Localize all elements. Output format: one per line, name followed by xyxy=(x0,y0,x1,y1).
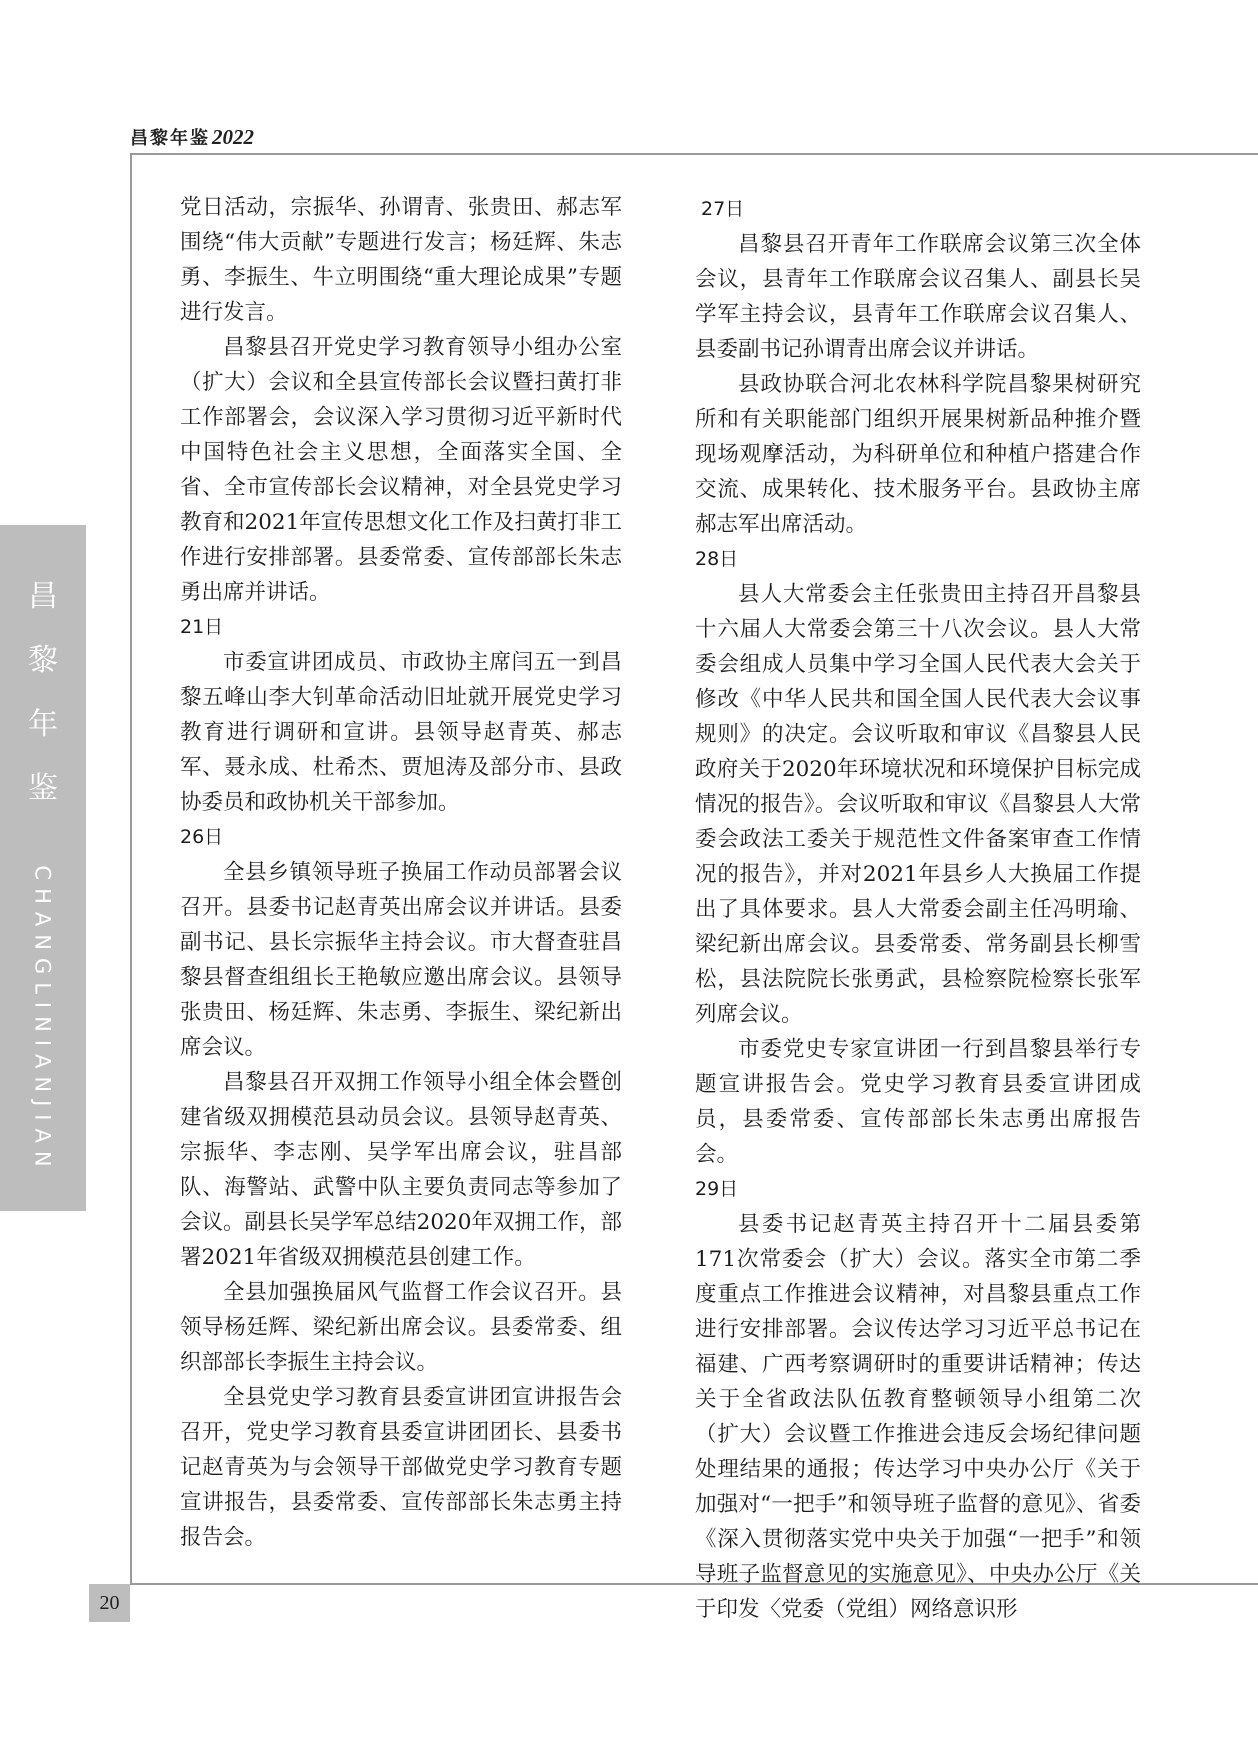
paragraph: 昌黎县召开青年工作联席会议第三次全体会议，县青年工作联席会议召集人、副县长吴学军主持会议，县青年工作联席会议召集人、县委副书记孙谓青出席会议并讲话。 xyxy=(695,232,1141,362)
paragraph: 市委宣讲团成员、市政协主席闫五一到昌黎五峰山李大钊革命活动旧址就开展党史学习教育进行调研和宣讲。县领导赵青英、郝志军、聂永成、杜希杰、贾旭涛及部分市、县政协委员和政协机关干部参加。 xyxy=(180,650,622,815)
date-heading: 28日 xyxy=(695,548,739,570)
date-heading: 27日 xyxy=(701,198,745,220)
side-tab-english xyxy=(0,845,86,1195)
side-tab-char: 黎 xyxy=(28,643,58,678)
top-rule xyxy=(130,153,1258,155)
left-column xyxy=(180,190,622,1555)
page-number: 20 xyxy=(89,1584,130,1622)
paragraph: 县人大常委会主任张贵田主持召开昌黎县十六届人大常委会第三十八次会议。县人大常委会组成人员集中学习全国人民代表大会关于修改《中华人民共和国全国人民代表大会议事规则》的决定。会议听取和审议《昌黎县人民政府关于2020年环境状况和环境保护目标完成情况的报告》。会议听取和审议《昌黎县人大常委会政法工委关于规范性文件备案审查工作情况的报告》，并对2021年县乡人大换届工作提出了具体要求。县人大常委会副主任冯明瑜、梁纪新出席会议。县委常委、常务副县长柳雪松，县法院院长张勇武，县检察院检察长张军列席会议。 xyxy=(695,582,1141,1027)
side-tab-char: 年 xyxy=(28,707,58,742)
paragraph: 县委书记赵青英主持召开十二届县委第171次常委会（扩大）会议。落实全市第二季度重点工作推进会议精神，对昌黎县重点工作进行安排部署。会议传达学习习近平总书记在福建、广西考察调研时的重要讲话精神；传达关于全省政法队伍教育整顿领导小组第二次（扩大）会议暨工作推进会违反会场纪律问题处理结果的通报；传达学习中央办公厅《关于加强对“一把手”和领导班子监督的意见》、省委《深入贯彻落实党中央关于加强“一把手”和领导班子监督意见的实施意见》、中央办公厅《关于印发〈党委（党组）网络意识形 xyxy=(695,1212,1141,1622)
date-heading: 26日 xyxy=(180,826,224,848)
paragraph: 全县乡镇领导班子换届工作动员部署会议召开。县委书记赵青英出席会议并讲话。县委副书记、县长宗振华主持会议。市大督查驻昌黎县督查组组长王艳敏应邀出席会议。县领导张贵田、杨廷辉、朱志勇、李振生、梁纪新出席会议。 xyxy=(180,860,622,1060)
side-tab-char: 鉴 xyxy=(28,771,58,806)
side-tab-char: 昌 xyxy=(28,579,58,614)
running-header xyxy=(130,124,254,150)
side-tab xyxy=(0,525,86,1211)
paragraph: 全县加强换届风气监督工作会议召开。县领导杨廷辉、梁纪新出席会议。县委常委、组织部部长李振生主持会议。 xyxy=(180,1280,622,1375)
paragraph: 昌黎县召开党史学习教育领导小组办公室（扩大）会议和全县宣传部长会议暨扫黄打非工作部署会，会议深入学习贯彻习近平新时代中国特色社会主义思想，全面落实全国、全省、全市宣传部长会议精神，对全县党史学习教育和2021年宣传思想文化工作及扫黄打非工作进行安排部署。县委常委、宣传部部长朱志勇出席并讲话。 xyxy=(180,335,622,605)
paragraph: 党日活动，宗振华、孙谓青、张贵田、郝志军围绕“伟大贡献”专题进行发言；杨廷辉、朱志勇、李振生、牛立明围绕“重大理论成果”专题进行发言。 xyxy=(180,195,622,325)
date-heading: 21日 xyxy=(180,616,224,638)
paragraph: 昌黎县召开双拥工作领导小组全体会暨创建省级双拥模范县动员会议。县领导赵青英、宗振华、李志刚、吴学军出席会议，驻昌部队、海警站、武警中队主要负责同志等参加了会议。副县长吴学军总结2020年双拥工作，部署2021年省级双拥模范县创建工作。 xyxy=(180,1070,622,1270)
date-heading: 29日 xyxy=(695,1178,739,1200)
paragraph: 县政协联合河北农林科学院昌黎果树研究所和有关职能部门组织开展果树新品种推介暨现场观摩活动，为科研单位和种植户搭建合作交流、成果转化、技术服务平台。县政协主席郝志军出席活动。 xyxy=(695,372,1141,537)
left-rule xyxy=(130,153,132,1583)
right-column xyxy=(695,192,1141,1627)
header-title: 昌黎年鉴 xyxy=(130,128,210,149)
side-tab-english-text: CHANGLINIANJIAN xyxy=(31,865,56,1175)
paragraph: 全县党史学习教育县委宣讲团宣讲报告会召开，党史学习教育县委宣讲团团长、县委书记赵青英为与会领导干部做党史学习教育专题宣讲报告，县委常委、宣传部部长朱志勇主持报告会。 xyxy=(180,1385,622,1550)
header-year: 2022 xyxy=(212,125,254,149)
paragraph: 市委党史专家宣讲团一行到昌黎县举行专题宣讲报告会。党史学习教育县委宣讲团成员，县委常委、宣传部部长朱志勇出席报告会。 xyxy=(695,1037,1141,1167)
